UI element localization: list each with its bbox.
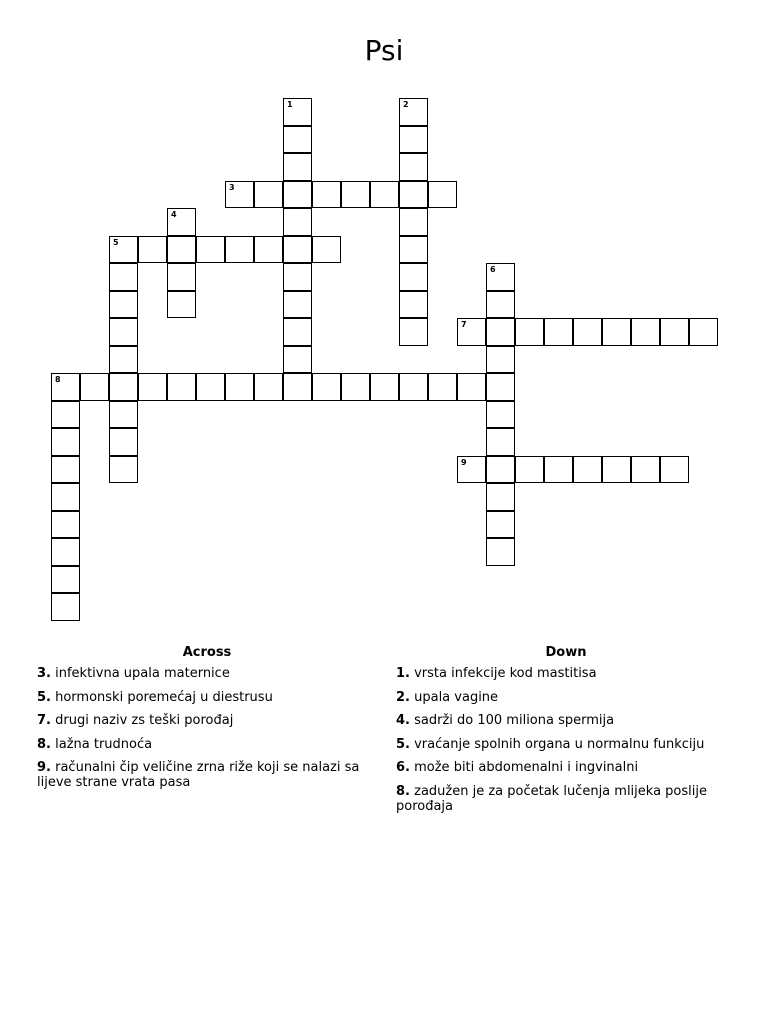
across-heading: Across [182, 645, 232, 660]
crossword-cell[interactable] [399, 373, 428, 401]
clue-text: može biti abdomenalni i ingvinalni [409, 760, 639, 775]
crossword-cell[interactable] [689, 318, 718, 346]
crossword-cell[interactable] [341, 373, 370, 401]
crossword-cell[interactable] [196, 236, 225, 264]
clue-text: upala vagine [409, 689, 499, 705]
crossword-cell[interactable] [51, 538, 80, 566]
clue-text: sadrži do 100 miliona spermija [409, 713, 615, 728]
crossword-cell[interactable] [109, 373, 138, 401]
crossword-cell[interactable] [225, 236, 254, 264]
crossword-cell[interactable] [312, 181, 341, 209]
crossword-cell[interactable] [457, 456, 486, 484]
crossword-cell[interactable] [138, 373, 167, 401]
clue-text: drugi naziv zs teški porođaj [50, 713, 234, 728]
clue-num: 7. [37, 713, 51, 728]
crossword-cell[interactable] [51, 373, 80, 401]
across-clues [37, 645, 377, 799]
crossword-cell[interactable] [138, 236, 167, 264]
crossword-cell[interactable] [486, 428, 515, 456]
crossword-cell[interactable] [660, 318, 689, 346]
crossword-cell[interactable] [283, 263, 312, 291]
clue-number: 3 [229, 182, 235, 192]
crossword-cell[interactable] [457, 318, 486, 346]
clue-num: 3. [37, 666, 51, 681]
crossword-cell[interactable] [399, 291, 428, 319]
crossword-cell[interactable] [486, 318, 515, 346]
crossword-cell[interactable] [399, 263, 428, 291]
crossword-cell[interactable] [51, 483, 80, 511]
clue-num: 2. [396, 689, 410, 705]
clue-number: 6 [490, 265, 496, 274]
crossword-cell[interactable] [399, 126, 428, 154]
clue-text: zadužen je za početak lučenja mlijeka poslije porođaja [396, 783, 707, 814]
crossword-cell[interactable] [283, 318, 312, 346]
clue-num: 8. [396, 783, 410, 799]
crossword-cell[interactable] [109, 401, 138, 429]
crossword-cell[interactable] [283, 346, 312, 374]
crossword-cell[interactable] [399, 153, 428, 181]
crossword-cell[interactable] [370, 373, 399, 401]
crossword-cell[interactable] [283, 373, 312, 401]
crossword-cell[interactable] [167, 373, 196, 401]
down-clue [396, 737, 736, 752]
crossword-cell[interactable] [544, 456, 573, 484]
clue-text: računalni čip veličine zrna riže koji se nalazi sa lijeve strane vrata pasa [37, 760, 360, 790]
crossword-cell[interactable] [399, 318, 428, 346]
clue-text: infektivna upala maternice [50, 666, 230, 681]
crossword-cell[interactable] [167, 236, 196, 264]
crossword-cell[interactable] [283, 236, 312, 264]
crossword-cell[interactable] [399, 208, 428, 236]
crossword-cell[interactable] [225, 181, 254, 209]
crossword-cell[interactable] [80, 373, 109, 401]
crossword-cell[interactable] [544, 318, 573, 346]
crossword-cell[interactable] [602, 456, 631, 484]
crossword-cell[interactable] [457, 373, 486, 401]
crossword-cell[interactable] [428, 181, 457, 209]
clue-number: 4 [171, 210, 177, 219]
crossword-cell[interactable] [399, 181, 428, 209]
crossword-cell[interactable] [631, 456, 660, 484]
crossword-cell[interactable] [399, 98, 428, 126]
crossword-cell[interactable] [51, 566, 80, 594]
crossword-cell[interactable] [51, 511, 80, 539]
down-clue [396, 760, 736, 775]
crossword-cell[interactable] [109, 291, 138, 319]
down-clue [396, 784, 736, 814]
clue-number: 8 [55, 375, 61, 384]
clue-text: vrsta infekcije kod mastitisa [409, 666, 597, 681]
crossword-cell[interactable] [631, 318, 660, 346]
clue-num: 5. [37, 689, 51, 705]
crossword-cell[interactable] [573, 456, 602, 484]
crossword-cell[interactable] [312, 236, 341, 264]
crossword-cell[interactable] [341, 181, 370, 209]
crossword-cell[interactable] [283, 291, 312, 319]
crossword-cell[interactable] [486, 346, 515, 374]
crossword-cell[interactable] [109, 456, 138, 484]
clue-text: hormonski poremećaj u diestrusu [50, 689, 273, 705]
crossword-cell[interactable] [428, 373, 457, 401]
down-clue [396, 690, 736, 705]
crossword-cell[interactable] [109, 318, 138, 346]
crossword-cell[interactable] [225, 373, 254, 401]
crossword-cell[interactable] [573, 318, 602, 346]
crossword-cell[interactable] [283, 153, 312, 181]
down-heading: Down [545, 645, 587, 660]
crossword-cell[interactable] [196, 373, 225, 401]
crossword-cell[interactable] [486, 401, 515, 429]
clue-num: 5. [396, 736, 410, 752]
crossword-cell[interactable] [602, 318, 631, 346]
down-clues [396, 645, 736, 822]
clue-text: vraćanje spolnih organa u normalnu funkciju [409, 736, 705, 752]
across-clue [37, 666, 377, 681]
crossword-cell[interactable] [283, 98, 312, 126]
across-clue [37, 713, 377, 728]
down-clue [396, 666, 736, 681]
crossword-cell[interactable] [283, 208, 312, 236]
crossword-cell[interactable] [51, 401, 80, 429]
crossword-cell[interactable] [109, 428, 138, 456]
clue-number: 2 [403, 100, 409, 109]
crossword-cell[interactable] [51, 428, 80, 456]
clue-text: lažna trudnoća [50, 736, 153, 752]
across-clue [37, 690, 377, 705]
crossword-cell[interactable] [109, 236, 138, 264]
crossword-cell[interactable] [109, 346, 138, 374]
clue-number: 9 [461, 457, 467, 467]
crossword-cell[interactable] [283, 181, 312, 209]
across-clue [37, 760, 377, 790]
crossword-cell[interactable] [486, 538, 515, 566]
clue-num: 4. [396, 713, 410, 728]
crossword-cell[interactable] [486, 291, 515, 319]
crossword-cell[interactable] [254, 236, 283, 264]
clue-num: 6. [396, 760, 410, 775]
page-title: Psi [364, 34, 404, 67]
crossword-cell[interactable] [515, 456, 544, 484]
crossword-cell[interactable] [486, 511, 515, 539]
crossword-cell[interactable] [283, 126, 312, 154]
crossword-cell[interactable] [167, 263, 196, 291]
clue-num: 9. [37, 760, 51, 775]
crossword-cell[interactable] [254, 181, 283, 209]
crossword-cell[interactable] [167, 291, 196, 319]
clue-number: 7 [461, 320, 467, 329]
crossword-cell[interactable] [51, 593, 80, 621]
crossword-cell[interactable] [312, 373, 341, 401]
down-clue [396, 713, 736, 728]
clue-num: 8. [37, 736, 51, 752]
crossword-cell[interactable] [515, 318, 544, 346]
crossword-cell[interactable] [399, 236, 428, 264]
crossword-cell[interactable] [486, 456, 515, 484]
crossword-cell[interactable] [486, 263, 515, 291]
crossword-cell[interactable] [167, 208, 196, 236]
crossword-cell[interactable] [109, 263, 138, 291]
clue-num: 1. [396, 666, 410, 681]
crossword-cell[interactable] [51, 456, 80, 484]
crossword-cell[interactable] [660, 456, 689, 484]
crossword-cell[interactable] [370, 181, 399, 209]
crossword-cell[interactable] [486, 373, 515, 401]
across-clue [37, 737, 377, 752]
clue-number: 5 [113, 237, 119, 247]
clue-number: 1 [287, 100, 293, 109]
crossword-cell[interactable] [486, 483, 515, 511]
crossword-cell[interactable] [254, 373, 283, 401]
